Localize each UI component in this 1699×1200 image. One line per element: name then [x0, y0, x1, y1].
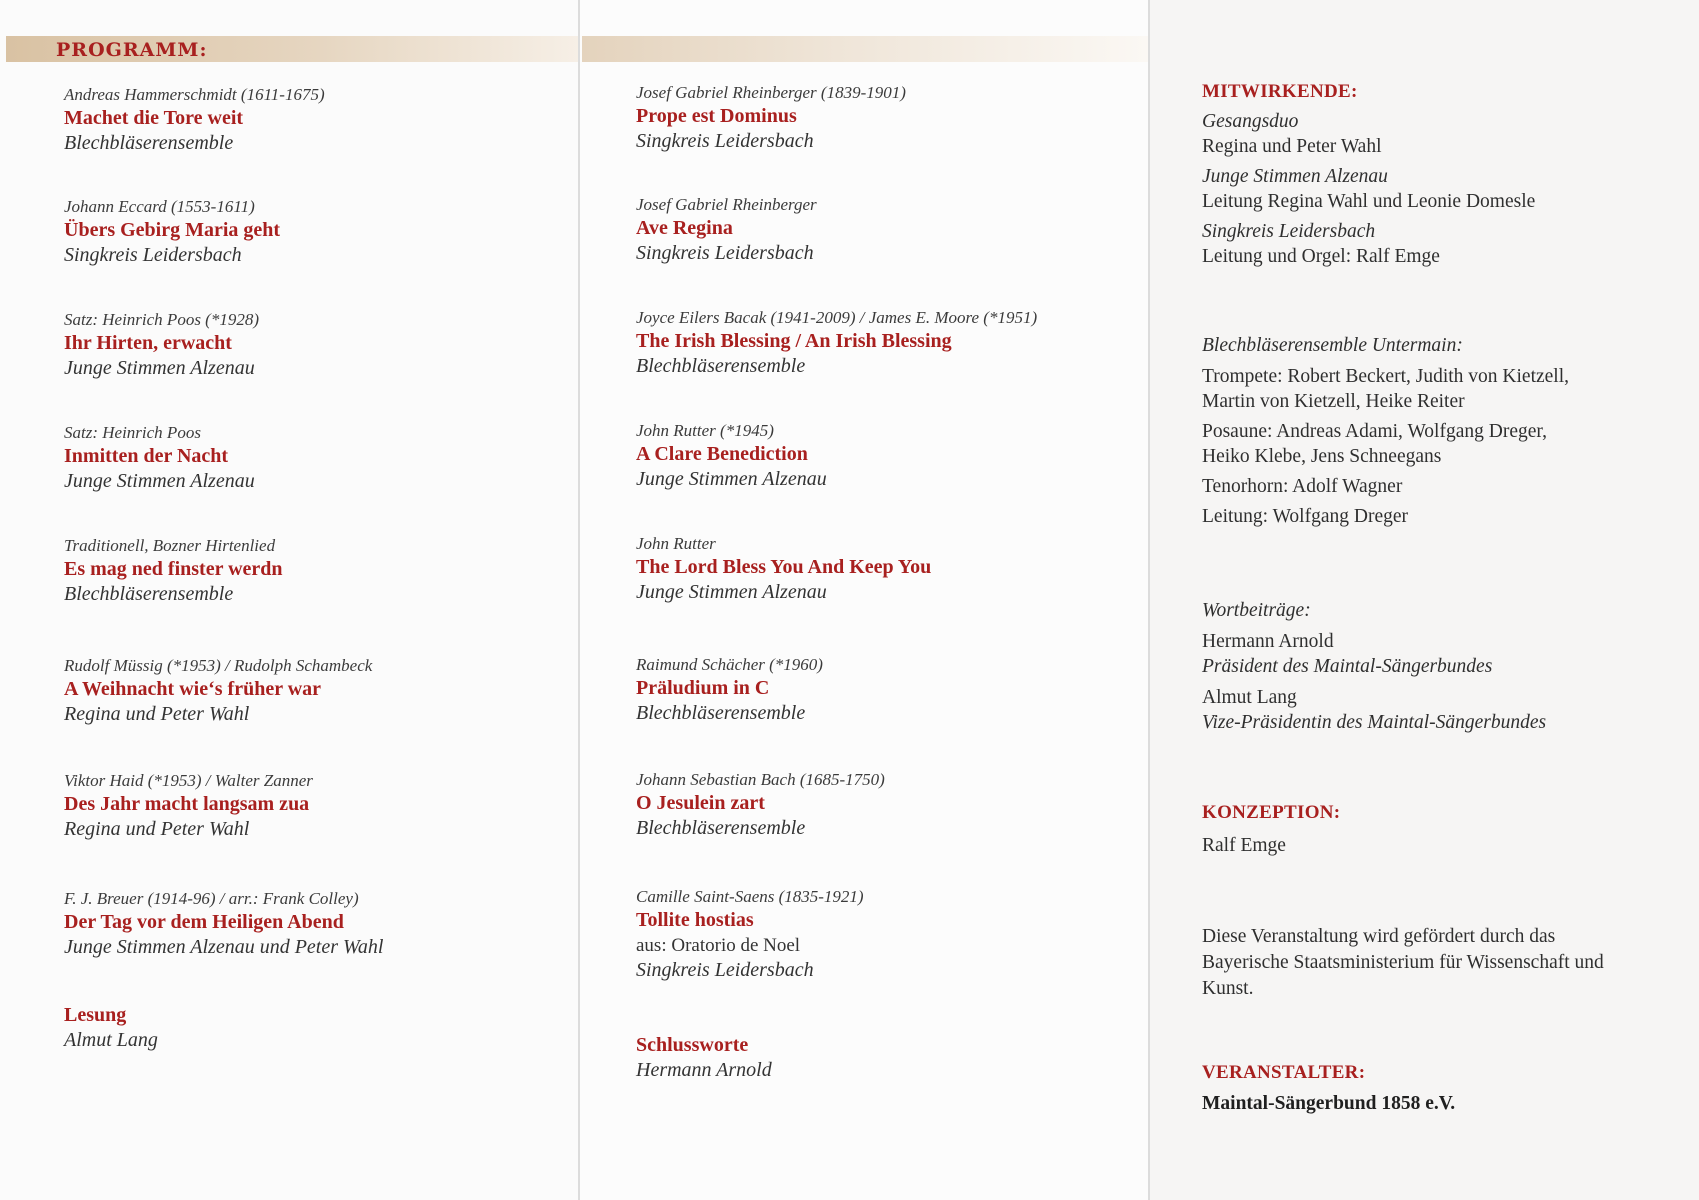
program-item: [64, 421, 584, 494]
performer-name: Junge Stimmen Alzenau: [636, 581, 827, 603]
composer-name: Rudolf Müssig (*1953) / Rudolph Schambeck: [64, 656, 373, 675]
piece-title: Inmitten der Nacht: [64, 445, 229, 467]
program-item: [64, 195, 584, 268]
piece-title: A Weihnacht wie‘s früher war: [64, 678, 322, 700]
text-line: Junge Stimmen Alzenau: [1202, 166, 1388, 187]
performer-name: Blechbläserensemble: [636, 702, 806, 724]
piece-title: Schlussworte: [636, 1034, 749, 1056]
performer-name: Junge Stimmen Alzenau: [64, 357, 255, 379]
piece-title: Lesung: [64, 1004, 127, 1026]
performer-name: Singkreis Leidersbach: [636, 242, 814, 264]
performer-name: Singkreis Leidersbach: [636, 959, 814, 981]
piece-title: Machet die Tore weit: [64, 107, 244, 129]
text-line: Vize-Präsidentin des Maintal-Sängerbundes: [1202, 712, 1547, 733]
performer-name: Blechbläserensemble: [636, 817, 806, 839]
text-line: Singkreis Leidersbach: [1202, 221, 1376, 242]
text-line: Heiko Klebe, Jens Schneegans: [1202, 446, 1442, 467]
text-line: Hermann Arnold: [1202, 631, 1334, 652]
composer-name: Joyce Eilers Bacak (1941-2009) / James E. Moore (*1951): [636, 308, 1038, 327]
piece-title: Der Tag vor dem Heiligen Abend: [64, 911, 344, 933]
text-line: Wortbeiträge:: [1202, 600, 1311, 621]
performer-name: Almut Lang: [64, 1029, 158, 1051]
program-item: [64, 83, 584, 156]
program-item: [64, 534, 584, 607]
performer-name: Junge Stimmen Alzenau: [64, 470, 255, 492]
text-line: Regina und Peter Wahl: [1202, 136, 1382, 157]
program-item: [64, 887, 584, 960]
text-line: Diese Veranstaltung wird gefördert durch das: [1202, 926, 1556, 947]
piece-title: A Clare Benediction: [636, 443, 808, 465]
piece-title: Des Jahr macht langsam zua: [64, 793, 310, 815]
composer-name: John Rutter (*1945): [636, 421, 774, 440]
composer-name: Andreas Hammerschmidt (1611-1675): [64, 85, 325, 104]
piece-title: The Irish Blessing / An Irish Blessing: [636, 330, 952, 352]
program-item: [636, 885, 1156, 983]
text-line: Bayerische Staatsministerium für Wissenschaft und: [1202, 952, 1604, 973]
composer-name: Viktor Haid (*1953) / Walter Zanner: [64, 771, 313, 790]
program-item: [636, 193, 1156, 266]
performer-name: Junge Stimmen Alzenau und Peter Wahl: [64, 936, 384, 958]
composer-name: Satz: Heinrich Poos: [64, 423, 201, 442]
piece-note: aus: Oratorio de Noel: [636, 935, 801, 956]
program-item: [636, 1033, 1156, 1083]
konzeption-name: Ralf Emge: [1202, 835, 1286, 856]
performer-name: Regina und Peter Wahl: [64, 703, 250, 725]
composer-name: F. J. Breuer (1914-96) / arr.: Frank Colley): [64, 889, 359, 908]
performer-name: Blechbläserensemble: [64, 583, 234, 605]
performer-name: Junge Stimmen Alzenau: [636, 468, 827, 490]
piece-title: Es mag ned finster werdn: [64, 558, 283, 580]
program-item: [64, 654, 584, 727]
piece-title: The Lord Bless You And Keep You: [636, 556, 932, 578]
composer-name: Josef Gabriel Rheinberger: [636, 195, 817, 214]
header-band-middle: [582, 36, 1148, 62]
text-line: Blechbläserensemble Untermain:: [1202, 335, 1463, 356]
composer-name: Traditionell, Bozner Hirtenlied: [64, 536, 276, 555]
program-item: [636, 419, 1156, 492]
performer-name: Singkreis Leidersbach: [636, 130, 814, 152]
composer-name: Johann Eccard (1553-1611): [64, 197, 255, 216]
veranstalter-name: Maintal-Sängerbund 1858 e.V.: [1202, 1093, 1456, 1114]
text-line: Gesangsduo: [1202, 111, 1299, 132]
text-line: Kunst.: [1202, 978, 1254, 999]
performer-name: Blechbläserensemble: [64, 132, 234, 154]
piece-title: Ave Regina: [636, 217, 733, 239]
program-item: [64, 1003, 584, 1053]
piece-title: Übers Gebirg Maria geht: [64, 219, 281, 241]
composer-name: Johann Sebastian Bach (1685-1750): [636, 770, 885, 789]
piece-title: Prope est Dominus: [636, 105, 797, 127]
program-item: [636, 81, 1156, 154]
konzeption-heading: KONZEPTION:: [1202, 802, 1341, 823]
performer-name: Regina und Peter Wahl: [64, 818, 250, 840]
veranstalter-heading: VERANSTALTER:: [1202, 1062, 1366, 1083]
text-line: Leitung und Orgel: Ralf Emge: [1202, 246, 1440, 267]
composer-name: Camille Saint-Saens (1835-1921): [636, 887, 864, 906]
text-line: Almut Lang: [1202, 687, 1297, 708]
program-item: [64, 308, 584, 381]
program-item: [636, 306, 1156, 379]
performer-name: Blechbläserensemble: [636, 355, 806, 377]
program-item: [636, 768, 1156, 841]
text-line: Leitung Regina Wahl und Leonie Domesle: [1202, 191, 1536, 212]
text-line: Trompete: Robert Beckert, Judith von Kietzell,: [1202, 366, 1570, 387]
piece-title: O Jesulein zart: [636, 792, 765, 814]
text-line: Martin von Kietzell, Heike Reiter: [1202, 391, 1465, 412]
program-item: [64, 769, 584, 842]
performer-name: Singkreis Leidersbach: [64, 244, 242, 266]
performer-name: Hermann Arnold: [636, 1059, 772, 1081]
text-line: Tenorhorn: Adolf Wagner: [1202, 476, 1403, 497]
composer-name: Raimund Schächer (*1960): [636, 655, 823, 674]
program-heading: PROGRAMM:: [56, 39, 208, 61]
piece-title: Präludium in C: [636, 677, 770, 699]
piece-title: Tollite hostias: [636, 909, 754, 931]
text-line: Posaune: Andreas Adami, Wolfgang Dreger,: [1202, 421, 1547, 442]
composer-name: Satz: Heinrich Poos (*1928): [64, 310, 260, 329]
composer-name: John Rutter: [636, 534, 716, 553]
text-line: Leitung: Wolfgang Dreger: [1202, 506, 1409, 527]
text-line: Präsident des Maintal-Sängerbundes: [1202, 656, 1493, 677]
composer-name: Josef Gabriel Rheinberger (1839-1901): [636, 83, 906, 102]
program-item: [636, 653, 1156, 726]
mitwirkende-heading: MITWIRKENDE:: [1202, 81, 1358, 102]
program-item: [636, 532, 1156, 605]
piece-title: Ihr Hirten, erwacht: [64, 332, 232, 354]
